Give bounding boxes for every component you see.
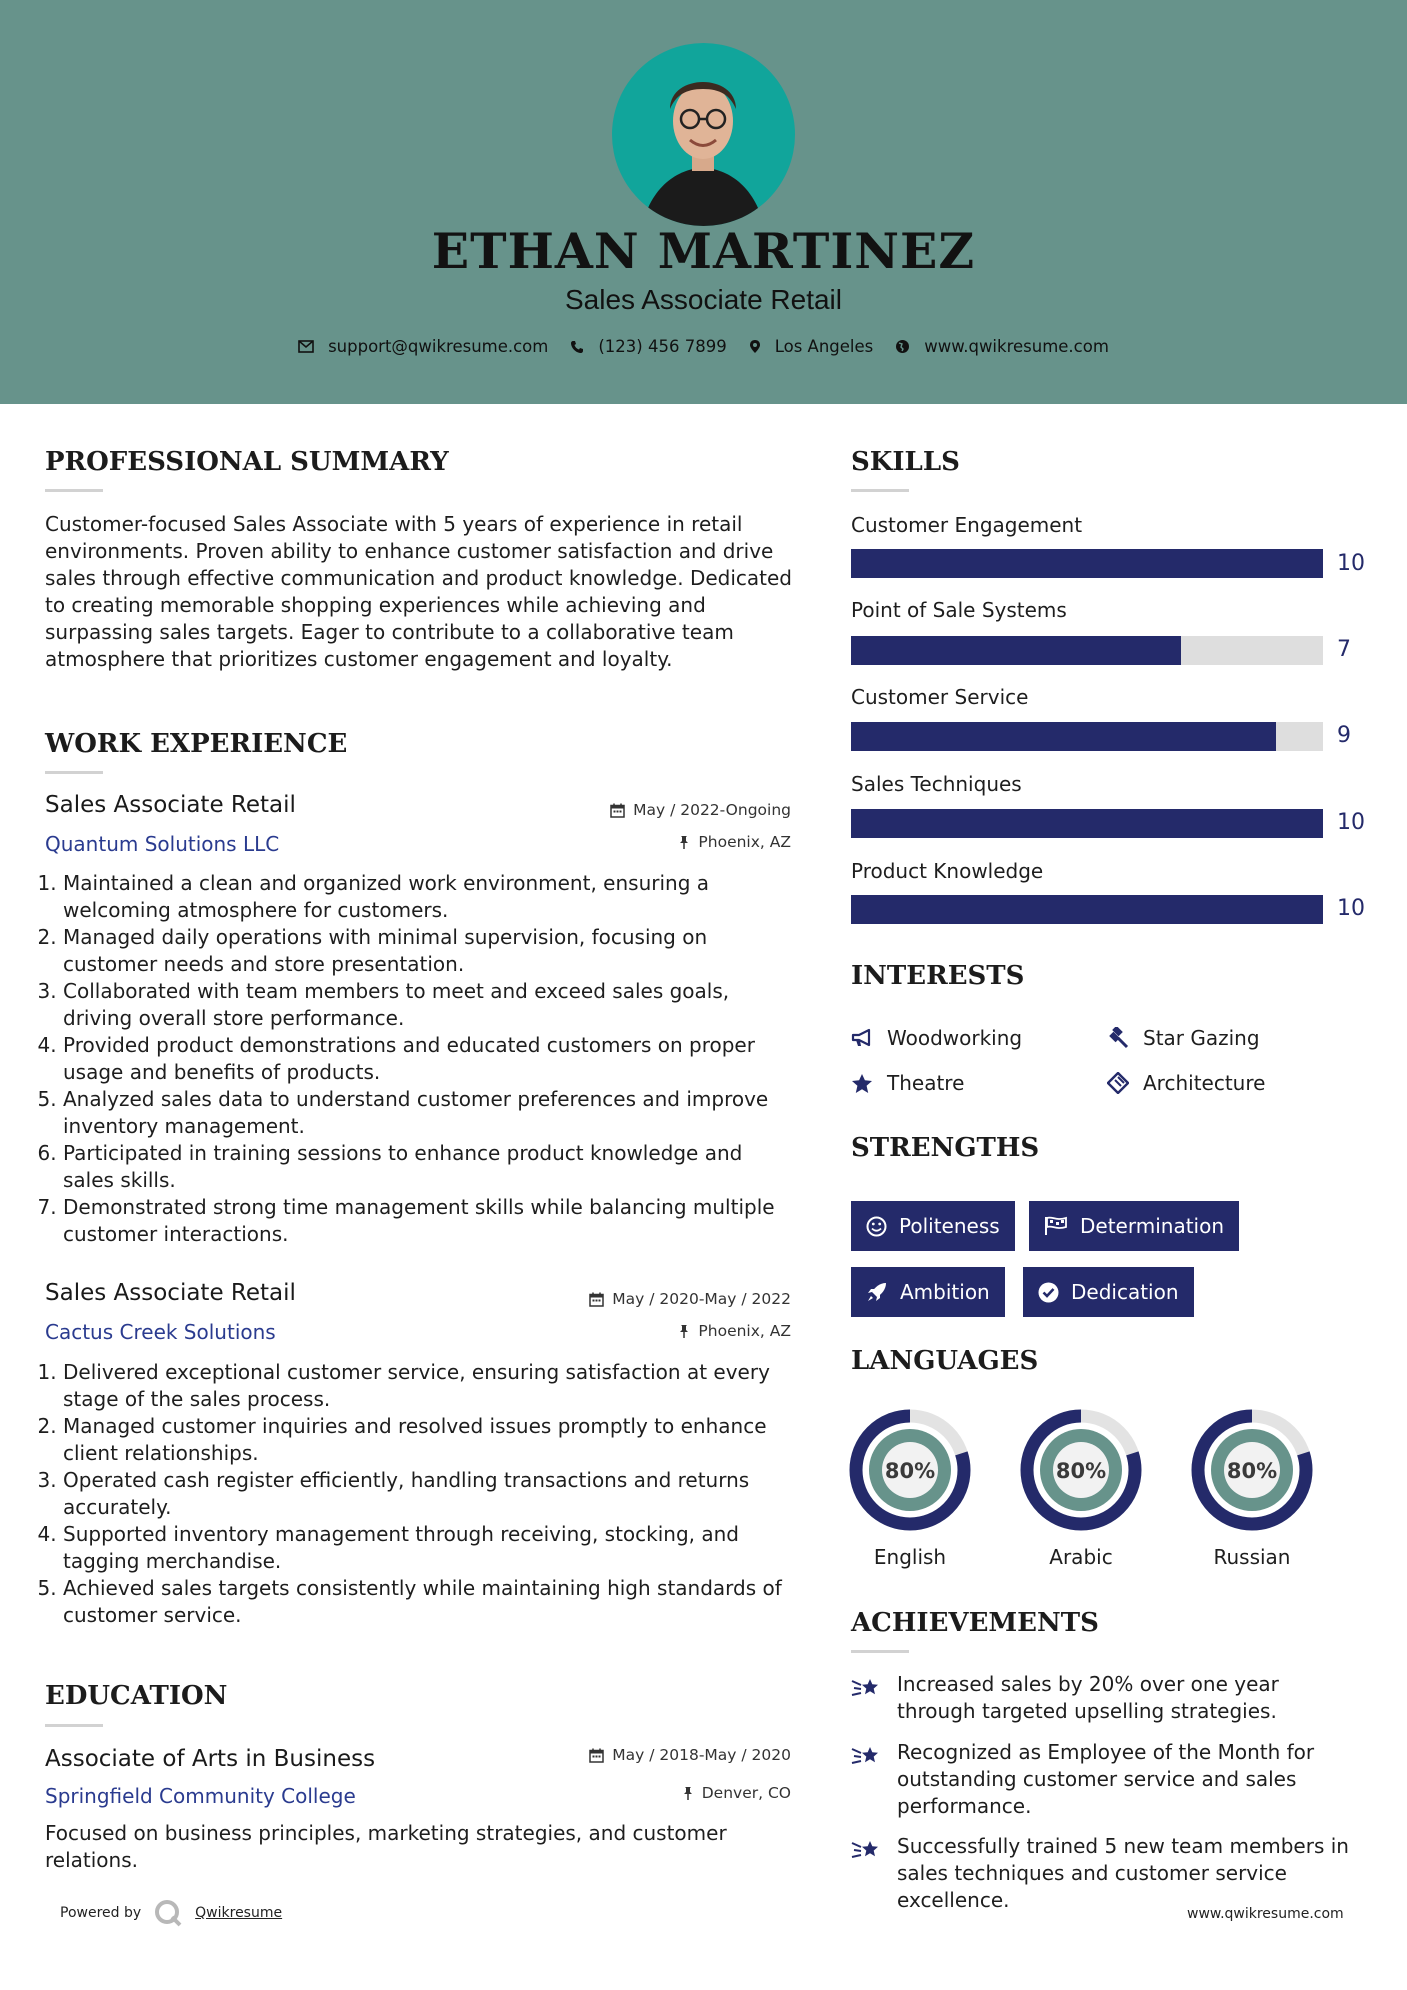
achievements-divider [851,1650,909,1653]
candidate-title: Sales Associate Retail [564,284,843,315]
job-location-text: Phoenix, AZ [698,833,791,851]
list-item: 5. Achieved sales targets consistently while maintaining high standards of customer service. [63,1575,794,1629]
interest-label: Woodworking [887,1026,1023,1050]
shooting-star-icon [851,1743,881,1769]
achievements-heading: ACHIEVEMENTS [851,1608,1099,1638]
job-dates [610,801,791,819]
education-dates-text: May / 2018-May / 2020 [612,1746,791,1764]
powered-by-label: Powered by [60,1905,142,1921]
person-portrait-icon [612,43,795,226]
job-dates-text: May / 2020-May / 2022 [612,1290,791,1308]
location-text: Los Angeles [774,337,874,356]
powered-by [60,1898,282,1928]
summary-divider [45,489,103,492]
interests-heading: INTERESTS [851,961,1025,991]
email-text: support@qwikresume.com [328,337,549,356]
education-divider [45,1724,103,1727]
company-name[interactable]: Quantum Solutions LLC [45,832,280,856]
pushpin-icon [682,1786,694,1801]
map-pin-icon [749,339,761,354]
smile-icon [866,1216,887,1237]
skill-bar-fill [851,895,1323,924]
skill-label: Sales Techniques [851,772,1022,796]
calendar-icon [589,1748,604,1763]
strength-badge [851,1267,1005,1317]
job-location-text: Phoenix, AZ [698,1322,791,1340]
shooting-star-icon [851,1675,881,1701]
language-percent: 80% [884,1459,936,1483]
skill-value: 7 [1337,637,1351,662]
list-item: 2. Managed daily operations with minimal supervision, focusing on customer needs and store presentation. [63,924,794,978]
education-location-text: Denver, CO [701,1784,791,1802]
language-name: Arabic [1049,1545,1113,1569]
job-title: Sales Associate Retail [45,792,296,818]
list-item: 7. Demonstrated strong time management skills while balancing multiple customer interactions. [63,1194,794,1248]
language-percent: 80% [1055,1459,1107,1483]
skill-label: Customer Engagement [851,513,1083,537]
ticket-icon [1107,1072,1129,1094]
job-dates [589,1290,791,1308]
skill-bar-fill [851,636,1181,665]
list-item: 6. Participated in training sessions to enhance product knowledge and sales skills. [63,1140,794,1194]
brand-link[interactable]: Qwikresume [195,1905,283,1921]
job-responsibilities [44,870,794,1248]
interest-label: Theatre [887,1071,965,1095]
envelope-icon [298,340,314,353]
list-item: 4. Provided product demonstrations and educated customers on proper usage and benefits of products. [63,1032,794,1086]
job-location [678,1322,791,1340]
job-dates-text: May / 2022-Ongoing [633,801,791,819]
skill-bar-fill [851,549,1323,578]
skills-divider [851,489,909,492]
experience-divider [45,771,103,774]
pushpin-icon [678,1324,690,1339]
calendar-icon [610,803,625,818]
interest-item [1107,1071,1265,1095]
skill-value: 9 [1337,723,1351,748]
strength-label: Determination [1080,1214,1225,1238]
contact-bar [0,337,1407,356]
list-item: 2. Managed customer inquiries and resolved issues promptly to enhance client relationships. [63,1413,794,1467]
skill-value: 10 [1337,896,1365,921]
skill-bar [851,809,1323,838]
contact-phone[interactable] [570,337,726,356]
contact-email[interactable] [298,337,548,356]
languages-heading: LANGUAGES [851,1346,1039,1376]
contact-location [749,337,874,356]
phone-text: (123) 456 7899 [598,337,727,356]
strengths-heading: STRENGTHS [851,1133,1040,1163]
footer-url[interactable]: www.qwikresume.com [1187,1906,1344,1922]
interest-item [851,1071,964,1095]
calendar-icon [589,1292,604,1307]
shooting-star-icon [851,1837,881,1863]
resume-header [0,0,1407,404]
candidate-name: ETHAN MARTINEZ [431,222,976,280]
language-percent: 80% [1226,1459,1278,1483]
skill-value: 10 [1337,551,1365,576]
degree-title: Associate of Arts in Business [45,1746,376,1772]
achievement-item [851,1739,1361,1820]
experience-heading: WORK EXPERIENCE [45,729,348,759]
achievement-item [851,1671,1361,1725]
star-icon [851,1073,873,1094]
skill-bar [851,636,1323,665]
language-ring [848,1408,972,1532]
language-name: Russian [1213,1545,1291,1569]
check-circle-icon [1038,1282,1059,1303]
list-item: 4. Supported inventory management through receiving, stocking, and tagging merchandise. [63,1521,794,1575]
skill-bar-fill [851,809,1323,838]
interest-item [851,1026,1022,1050]
education-description: Focused on business principles, marketing strategies, and customer relations. [45,1821,727,1872]
list-item: 3. Collaborated with team members to meet and exceed sales goals, driving overall store performance. [63,978,794,1032]
strength-badge [851,1201,1015,1251]
summary-heading: PROFESSIONAL SUMMARY [45,447,449,477]
strength-badge [1029,1201,1239,1251]
language-name: English [873,1545,947,1569]
school-name[interactable]: Springfield Community College [45,1784,356,1808]
gavel-icon [1107,1027,1129,1049]
skill-bar [851,722,1323,751]
interest-label: Architecture [1143,1071,1266,1095]
skills-heading: SKILLS [851,447,960,477]
achievement-text: Increased sales by 20% over one year through targeted upselling strategies. [897,1672,1279,1723]
skill-bar-fill [851,722,1276,751]
education-dates [589,1746,791,1764]
skill-bar [851,895,1323,924]
strength-label: Dedication [1071,1280,1179,1304]
contact-website[interactable] [895,337,1109,356]
website-text: www.qwikresume.com [924,337,1109,356]
education-location [682,1784,791,1802]
job-responsibilities [44,1359,794,1629]
job-location [678,833,791,851]
education-heading: EDUCATION [45,1681,228,1711]
qwikresume-logo-icon [153,1898,183,1928]
skill-bar [851,549,1323,578]
strength-badge [1023,1267,1194,1317]
rocket-icon [866,1281,888,1303]
pushpin-icon [678,835,690,850]
skill-value: 10 [1337,810,1365,835]
company-name[interactable]: Cactus Creek Solutions [45,1320,276,1344]
achievement-item [851,1833,1361,1914]
flag-icon [1044,1216,1068,1236]
language-ring [1019,1408,1143,1532]
summary-text: Customer-focused Sales Associate with 5 years of experience in retail environments. Proven ability to enhance customer satisfaction and drive sales through effective communication and product knowledge. Dedicated to creating memorable shopping experiences while achieving and surpassing sales targets. Eager to contribute to a collaborative team atmosphere that prioritizes customer engagement and loyalty. [45,512,793,671]
achievement-text: Recognized as Employee of the Month for outstanding customer service and sales performance. [897,1740,1315,1818]
megaphone-icon [851,1028,873,1048]
strength-label: Politeness [899,1214,1000,1238]
interest-item [1107,1026,1260,1050]
achievement-text: Successfully trained 5 new team members in sales techniques and customer service excellence. [897,1834,1349,1912]
strength-label: Ambition [900,1280,990,1304]
job-title: Sales Associate Retail [45,1280,296,1306]
list-item: 1. Maintained a clean and organized work environment, ensuring a welcoming atmosphere for customers. [63,870,794,924]
phone-icon [570,340,584,354]
skill-label: Product Knowledge [851,859,1044,883]
list-item: 5. Analyzed sales data to understand customer preferences and improve inventory management. [63,1086,794,1140]
skill-label: Customer Service [851,685,1029,709]
list-item: 1. Delivered exceptional customer service, ensuring satisfaction at every stage of the sales process. [63,1359,794,1413]
language-ring [1190,1408,1314,1532]
profile-photo [612,43,795,226]
list-item: 3. Operated cash register efficiently, handling transactions and returns accurately. [63,1467,794,1521]
skill-label: Point of Sale Systems [851,598,1067,622]
globe-icon [895,339,910,354]
interest-label: Star Gazing [1143,1026,1260,1050]
